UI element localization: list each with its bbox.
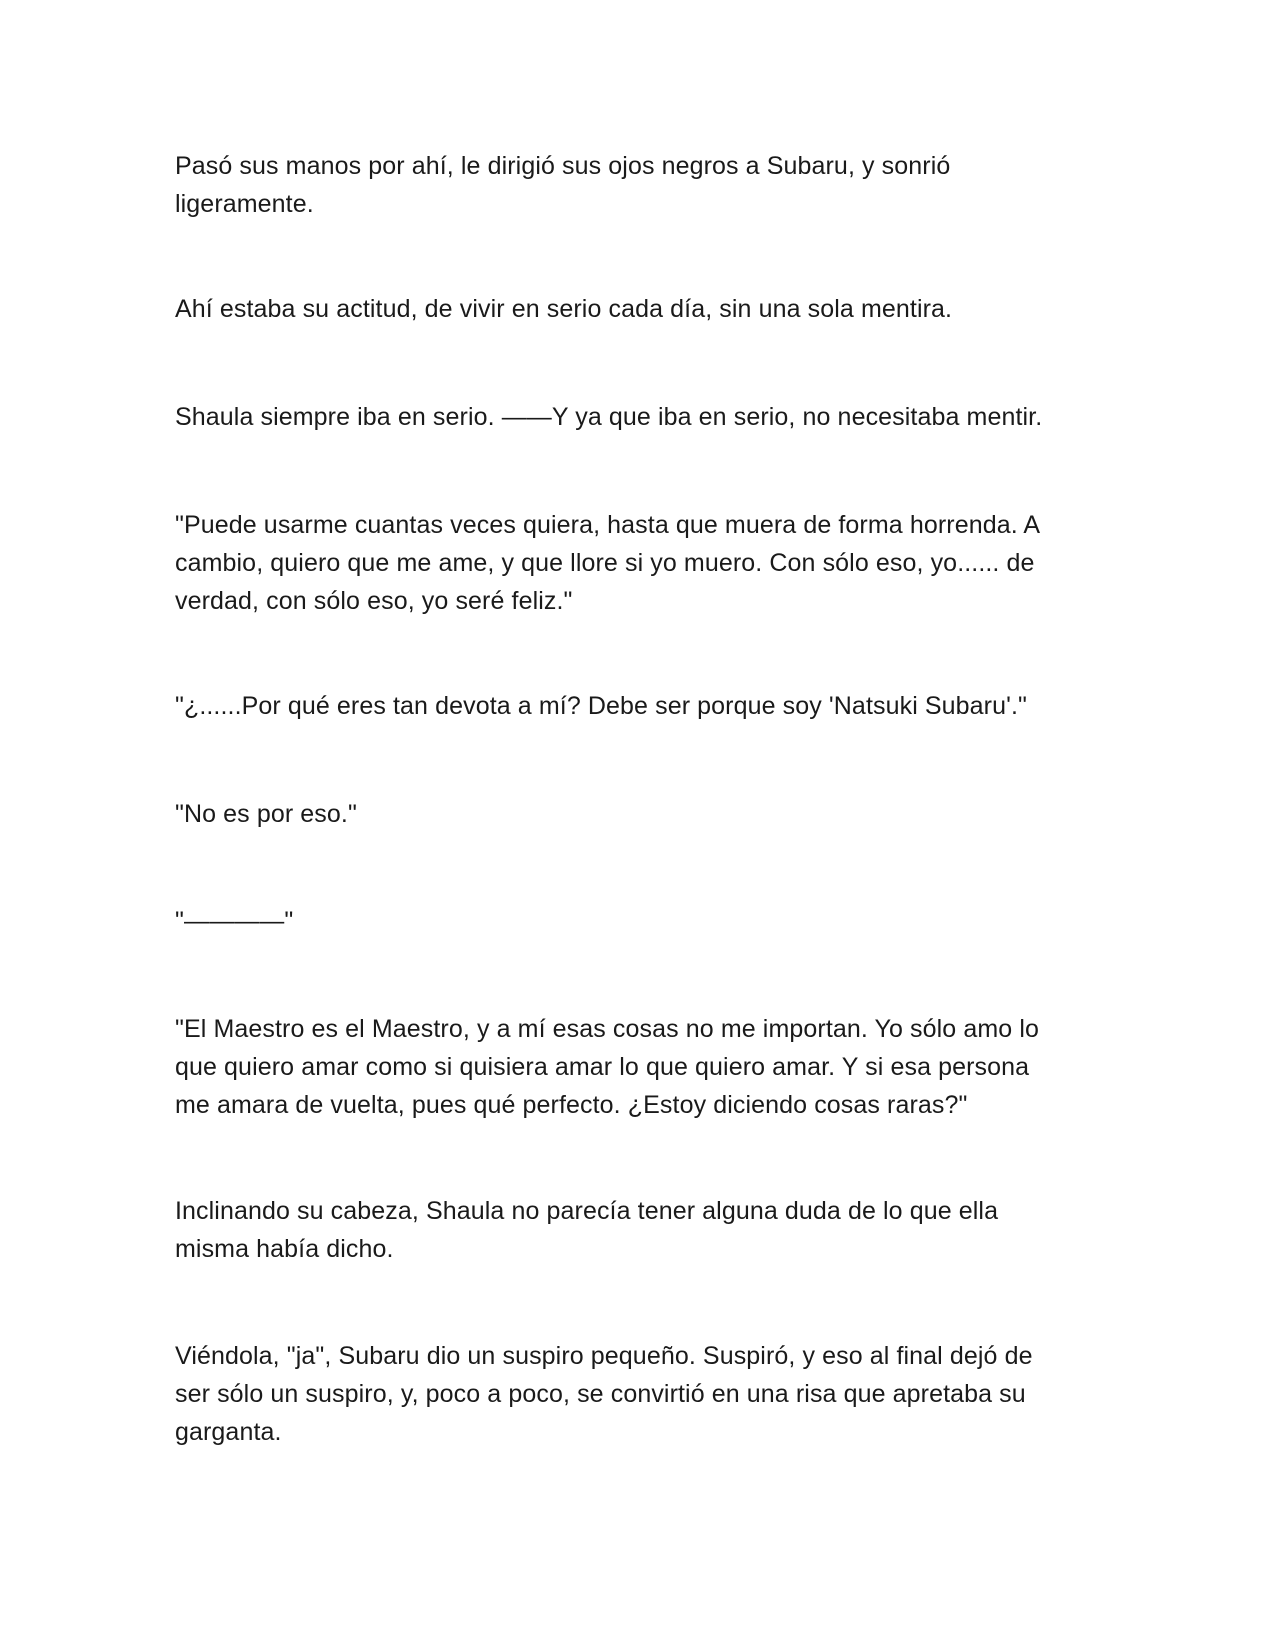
paragraph-2: Ahí estaba su actitud, de vivir en serio cada día, sin una sola mentira. <box>175 295 953 323</box>
paragraph-9: Inclinando su cabeza, Shaula no parecía tener alguna duda de lo que ella misma había dicho. <box>175 1197 999 1263</box>
paragraph-8: "El Maestro es el Maestro, y a mí esas cosas no me importan. Yo sólo amo lo que quiero amar como si quisiera amar lo que quiero amar. Y si esa persona me amara de vuelta, pues qué perfecto. ¿Estoy diciendo cosas raras?" <box>175 1015 1039 1119</box>
paragraph-3: Shaula siempre iba en serio. ——Y ya que iba en serio, no necesitaba mentir. <box>175 403 1043 431</box>
paragraph-1: Pasó sus manos por ahí, le dirigió sus ojos negros a Subaru, y sonrió ligeramente. <box>175 152 951 218</box>
paragraph-6: "No es por eso." <box>175 800 357 828</box>
paragraph-5: "¿......Por qué eres tan devota a mí? Debe ser porque soy 'Natsuki Subaru'." <box>175 692 1027 720</box>
paragraph-7: "————" <box>175 907 294 935</box>
paragraph-10: Viéndola, "ja", Subaru dio un suspiro pequeño. Suspiró, y eso al final dejó de ser sólo un suspiro, y, poco a poco, se convirtió en una risa que apretaba su garganta. <box>175 1342 1033 1446</box>
paragraph-4: "Puede usarme cuantas veces quiera, hasta que muera de forma horrenda. A cambio, quiero que me ame, y que llore si yo muero. Con sólo eso, yo...... de verdad, con sólo eso, yo seré feliz." <box>175 511 1041 615</box>
